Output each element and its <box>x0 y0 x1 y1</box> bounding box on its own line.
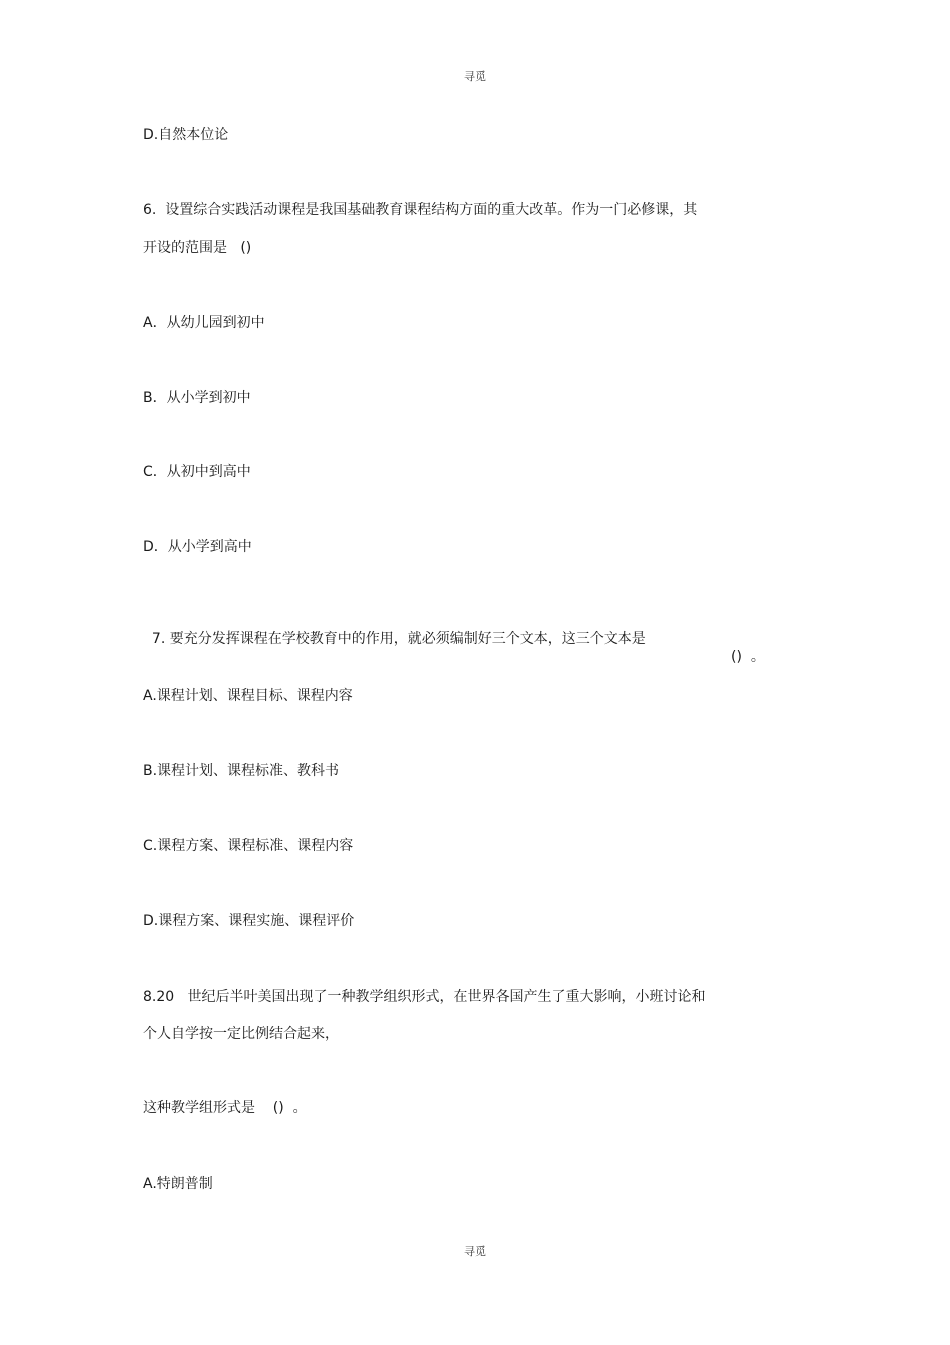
question-8-line-2: 个人自学按一定比例结合起来， <box>143 1026 339 1042</box>
question-7-answer-blank: () 。 <box>731 649 765 665</box>
question-8-line-1: 8.20 世纪后半叶美国出现了一种教学组织形式，在世界各国产生了重大影响，小班讨论和 <box>143 989 706 1005</box>
question-6-line-1: 6. 设置综合实践活动课程是我国基础教育课程结构方面的重大改革。作为一门必修课，其 <box>143 202 698 218</box>
option-q6-c: C．从初中到高中 <box>143 464 251 480</box>
option-q7-d: D.课程方案、课程实施、课程评价 <box>143 913 355 929</box>
question-7-text: 7. 要充分发挥课程在学校教育中的作用，就必须编制好三个文本，这三个文本是 <box>151 631 646 647</box>
option-q7-c: C.课程方案、课程标准、课程内容 <box>143 838 354 854</box>
question-8-line-3: 这种教学组形式是 () 。 <box>143 1100 307 1116</box>
question-6-line-2: 开设的范围是 () <box>143 240 252 256</box>
page-footer: 寻觅 <box>464 1245 486 1258</box>
page-header: 寻觅 <box>464 70 486 83</box>
option-q6-d: D．从小学到高中 <box>143 539 252 555</box>
option-q8-a: A.特朗普制 <box>143 1176 213 1192</box>
question-7-line-1 <box>143 612 765 666</box>
option-q6-a: A．从幼儿园到初中 <box>143 315 265 331</box>
option-q7-a: A.课程计划、课程目标、课程内容 <box>143 688 353 704</box>
option-q7-b: B.课程计划、课程标准、教科书 <box>143 763 340 779</box>
option-q6-b: B．从小学到初中 <box>143 390 251 406</box>
option-q5-d: D.自然本位论 <box>143 127 229 143</box>
